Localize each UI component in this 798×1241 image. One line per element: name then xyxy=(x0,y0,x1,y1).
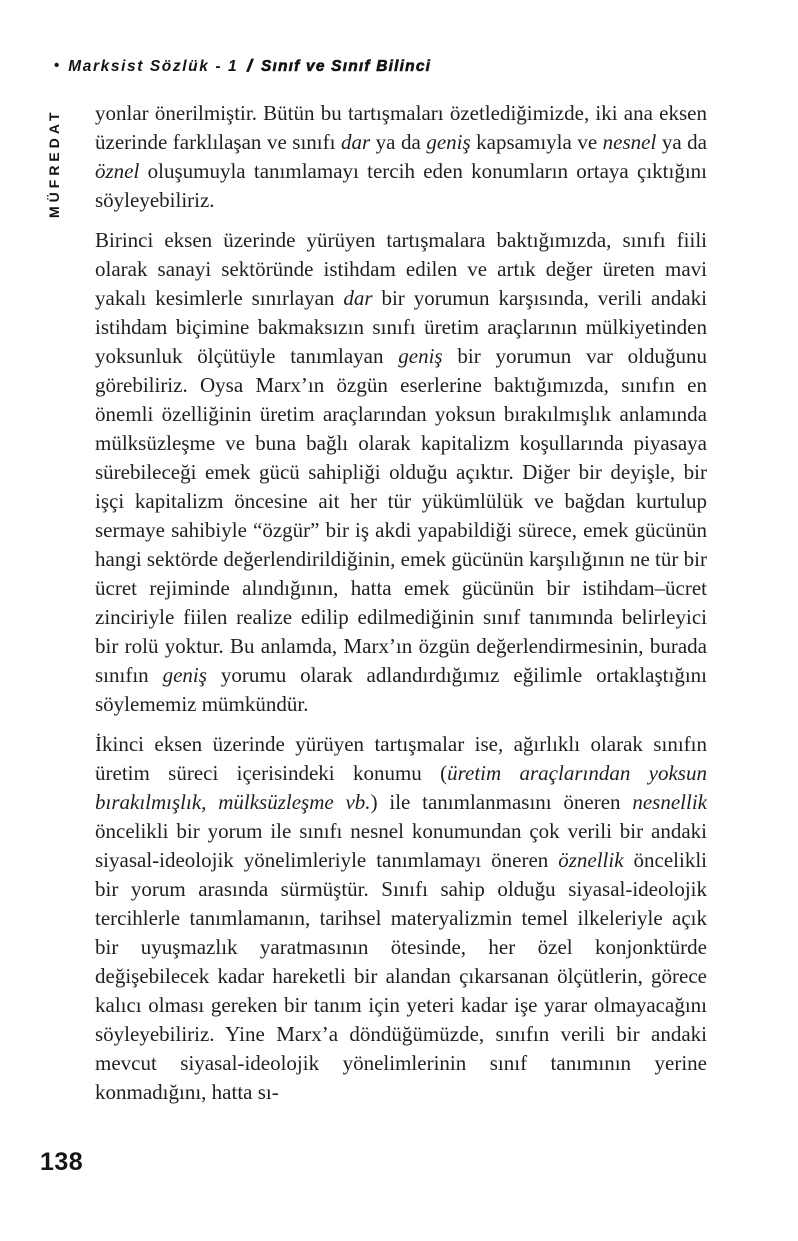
page-number: 138 xyxy=(40,1148,84,1176)
paragraph xyxy=(95,730,707,1107)
paragraph xyxy=(95,99,707,215)
text-run: oluşumuyla tanımlamayı tercih eden konumların ortaya çıktığını söyleyebiliriz. xyxy=(95,159,707,212)
text-run: kapsamıyla ve xyxy=(470,130,603,154)
emphasis-text: nesnellik xyxy=(632,790,707,814)
paragraph xyxy=(95,226,707,719)
emphasis-text: geniş xyxy=(398,344,443,368)
text-run: ) ile tanımlanmasını öneren xyxy=(370,790,633,814)
emphasis-text: üretim araçlarından yoksun bırakılmışlık, mülksüzleşme vb. xyxy=(95,761,707,814)
chapter-title: Sınıf ve Sınıf Bilinci xyxy=(260,58,432,75)
bullet-icon: • xyxy=(54,57,60,74)
header-separator: / xyxy=(247,56,252,75)
emphasis-text: geniş xyxy=(426,130,471,154)
text-run: bir yorumun karşısında, verili andaki istihdam biçimine bakmaksızın sınıfı üretim araçlarının mülkiyetinden yoksunluk ölçütüyle tanımlayan xyxy=(95,286,707,368)
emphasis-text: dar xyxy=(340,130,371,154)
text-run: ya da xyxy=(370,130,427,154)
text-run: ya da xyxy=(656,130,707,154)
body-text xyxy=(95,99,707,1118)
text-run: İkinci eksen üzerinde yürüyen tartışmalar ise, ağırlıklı olarak sınıfın üretim süreci içerisindeki konumu ( xyxy=(95,732,707,785)
text-run: yonlar önerilmiştir. Bütün bu tartışmaları özetlediğimizde, iki ana eksen üzerinde farklılaşan ve sınıfı xyxy=(95,101,707,154)
text-run: öncelikli bir yorum ile sınıfı nesnel konumundan çok verili bir andaki siyasal-ideolojik yönelimleriyle tanımlamayı öneren xyxy=(95,819,707,872)
text-run: Birinci eksen üzerinde yürüyen tartışmalara baktığımızda, sınıfı fiili olarak sanayi sektöründe istihdam edilen ve artık değer üreten mavi yakalı kesimlerle sınırlayan xyxy=(95,228,707,310)
emphasis-text: nesnel xyxy=(602,130,657,154)
emphasis-text: öznellik xyxy=(558,848,624,872)
text-run: bir yorumun var olduğunu görebiliriz. Oysa Marx’ın özgün eserlerine baktığımızda, sınıfın en önemli özelliğinin üretim araçlarından yoksun bırakılmışlık anlamında mülksüzleşme ve buna bağlı olarak kapitalizm koşullarında piyasaya sürebileceği emek gücü sahipliği olduğu açıktır. Diğer bir deyişle, bir işçi kapitalizm öncesine ait her tür yükümlülük ve bağdan kurtulup sermaye sahibiyle “özgür” bir iş akdi yapabildiği sürece, emek gücünün hangi sektörde değerlendirildiğinin, emek gücünün karşılığının ne tür bir ücret rejiminde alındığının, hatta emek gücünün bir istihdam–ücret zinciriyle fiilen realize edilip edilmediğinin sınıf tanımında belirleyici bir rolü yoktur. Bu anlamda, Marx’ın özgün değerlendirmesinin, burada sınıfın xyxy=(95,344,708,687)
margin-section-label: MÜFREDAT xyxy=(46,108,62,218)
series-title: Marksist Sözlük - 1 xyxy=(68,58,239,75)
emphasis-text: geniş xyxy=(162,663,207,687)
emphasis-text: dar xyxy=(343,286,373,310)
text-run: yorumu olarak adlandırdığımız eğilimle ortaklaştığını söylememiz mümkündür. xyxy=(95,663,707,716)
emphasis-text: öznel xyxy=(95,159,140,183)
running-header xyxy=(54,56,431,76)
text-run: öncelikli bir yorum arasında sürmüştür. Sınıfı sahip olduğu siyasal-ideolojik tercihlerle tanımlamanın, tarihsel materyalizmin temel ilkeleriyle açık bir uyuşmazlık yaratmasının ötesinde, her özel konjonktürde değişebilecek kadar hareketli bir alandan çıkarsanan ölçütlerin, görece kalıcı olması gereken bir tanım için yeteri kadar işe yarar olmayacağını söyleyebiliriz. Yine Marx’a döndüğümüzde, sınıfın verili bir andaki mevcut siyasal-ideolojik yönelimlerinin sınıf tanımının yerine konmadığını, hatta sı- xyxy=(95,848,708,1104)
